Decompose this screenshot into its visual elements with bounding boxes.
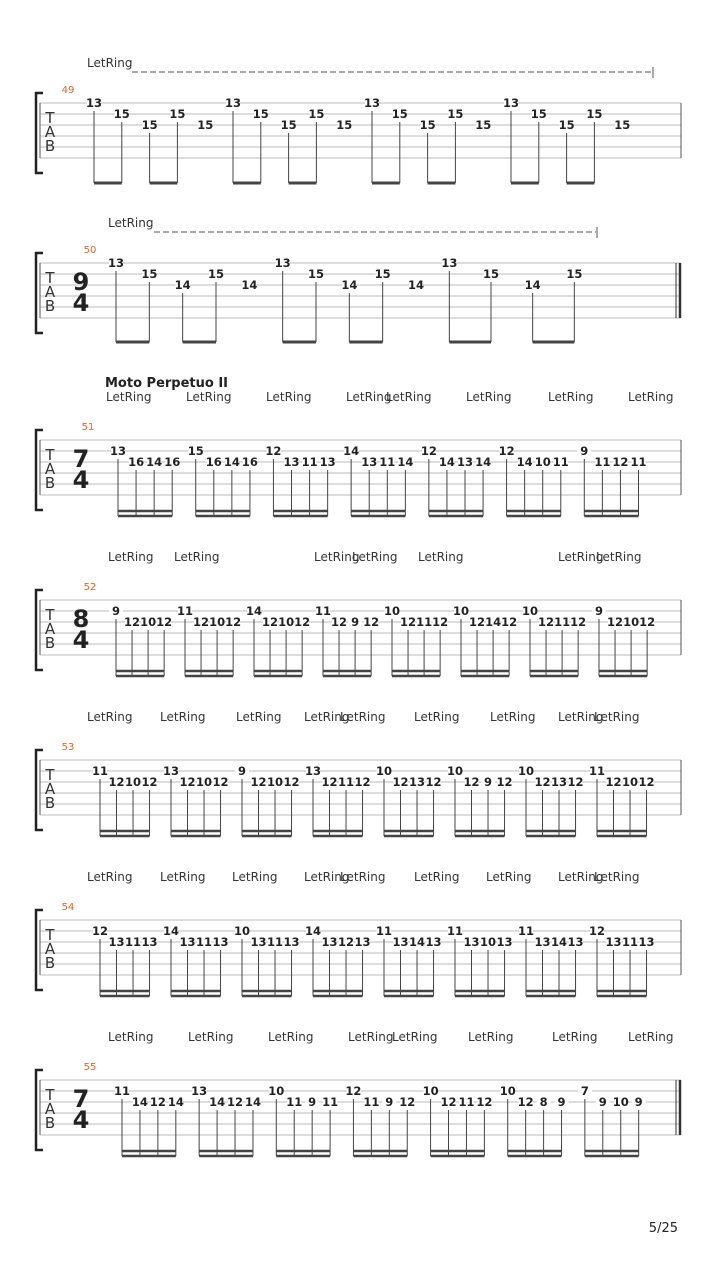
fret-number: 9 [484,775,493,789]
fret-number: 13 [354,935,371,949]
letring-label: LetRing [414,870,460,884]
letring-label: LetRing [468,1030,514,1044]
fret-number: 13 [162,764,180,778]
letring-label: LetRing [314,550,360,564]
tab-clef-letter: A [44,123,56,141]
fret-number: 10 [534,455,551,469]
fret-number: 13 [363,96,381,110]
fret-number: 11 [322,1095,339,1109]
fret-number: 12 [463,775,480,789]
fret-number: 8 [539,1095,548,1109]
fret-number: 12 [179,775,196,789]
fret-number: 13 [283,455,300,469]
tab-clef-letter: T [45,766,55,784]
fret-number: 13 [250,935,267,949]
fret-number: 14 [524,278,541,292]
tab-system [36,710,681,836]
fret-number: 11 [267,935,284,949]
tab-clef-letter: B [44,634,56,652]
letring-label: LetRing [188,1030,234,1044]
letring-label: LetRing [352,550,398,564]
fret-number: 12 [607,615,624,629]
fret-number: 14 [397,455,414,469]
fret-number: 14 [162,924,180,938]
fret-number: 12 [321,775,338,789]
fret-number: 12 [420,444,437,458]
fret-number: 12 [265,444,282,458]
fret-number: 15 [391,107,408,121]
fret-number: 10 [125,775,142,789]
letring-label: LetRing [106,390,152,404]
fret-number: 10 [268,1084,285,1098]
fret-number: 12 [605,775,622,789]
fret-number: 11 [363,1095,380,1109]
fret-number: 14 [174,278,191,292]
measure-number: 51 [81,422,95,433]
fret-number: 13 [107,256,125,270]
measure-number: 54 [61,902,75,913]
fret-number: 10 [267,775,284,789]
fret-number: 16 [164,455,181,469]
fret-number: 12 [432,615,449,629]
letring-label: LetRing [268,1030,314,1044]
tab-system [36,550,681,676]
fret-number: 10 [622,775,639,789]
fret-number: 13 [108,935,125,949]
fret-number: 12 [425,775,442,789]
tab-clef-letter: T [45,926,55,944]
letring-label: LetRing [87,56,133,70]
letring-label: LetRing [558,550,604,564]
fret-number: 9 [634,1095,643,1109]
tab-clef-letter: A [44,460,56,478]
fret-number: 14 [245,604,263,618]
fret-number: 12 [250,775,267,789]
fret-number: 14 [209,1095,226,1109]
fret-number: 11 [594,455,611,469]
fret-number: 14 [407,278,425,292]
fret-number: 12 [638,775,655,789]
letring-label: LetRing [174,550,220,564]
letring-label: LetRing [392,1030,438,1044]
fret-number: 10 [278,615,295,629]
fret-number: 9 [598,1095,607,1109]
fret-number: 10 [517,764,535,778]
fret-number: 12 [91,924,109,938]
tab-clef-letter: A [44,283,56,301]
letring-label: LetRing [340,870,386,884]
fret-number: 9 [351,615,360,629]
fret-number: 14 [516,455,533,469]
fret-number: 15 [141,118,158,132]
fret-number: 15 [307,267,325,281]
fret-number: 10 [446,764,464,778]
tab-system [36,390,681,516]
fret-number: 13 [274,256,291,270]
fret-number: 15 [374,267,391,281]
letring-label: LetRing [596,550,642,564]
letring-label: LetRing [594,710,640,724]
fret-number: 13 [534,935,551,949]
fret-number: 10 [375,764,393,778]
tab-system [36,1030,681,1156]
fret-number: 10 [480,935,497,949]
fret-number: 16 [241,455,258,469]
fret-number: 15 [447,107,464,121]
tab-clef-letter: B [44,474,56,492]
letring-label: LetRing [232,870,278,884]
fret-number: 16 [128,455,145,469]
time-signature-top: 8 [72,605,90,633]
letring-label: LetRing [160,710,206,724]
tab-clef-letter: A [44,620,56,638]
fret-number: 12 [124,615,141,629]
fret-number: 14 [244,1095,261,1109]
tab-system [36,56,681,183]
fret-number: 11 [554,615,571,629]
fret-number: 11 [517,924,535,938]
fret-number: 12 [496,775,513,789]
fret-number: 12 [538,615,555,629]
fret-number: 13 [85,96,103,110]
letring-label: LetRing [304,870,350,884]
fret-number: 9 [580,444,589,458]
fret-number: 13 [191,1084,208,1098]
fret-number: 15 [482,267,500,281]
fret-number: 12 [392,775,409,789]
fret-number: 15 [336,118,353,132]
fret-number: 12 [501,615,518,629]
fret-number: 11 [286,1095,303,1109]
time-signature-bottom: 4 [72,289,90,317]
fret-number: 12 [262,615,279,629]
fret-number: 15 [197,118,214,132]
fret-number: 15 [252,107,269,121]
fret-number: 12 [227,1095,244,1109]
letring-label: LetRing [186,390,232,404]
fret-number: 12 [534,775,551,789]
letring-label: LetRing [414,710,460,724]
fret-number: 12 [498,444,515,458]
fret-number: 14 [167,1095,184,1109]
time-signature-bottom: 4 [72,626,90,654]
fret-number: 13 [605,935,622,949]
letring-label: LetRing [348,1030,394,1044]
fret-number: 13 [496,935,513,949]
letring-label: LetRing [386,390,432,404]
fret-number: 11 [552,455,569,469]
letring-label: LetRing [108,216,154,230]
fret-number: 11 [458,1095,475,1109]
fret-number: 12 [141,775,158,789]
letring-label: LetRing [418,550,464,564]
fret-number: 13 [304,764,322,778]
fret-number: 13 [441,256,458,270]
fret-number: 13 [361,455,378,469]
fret-number: 13 [409,775,426,789]
fret-number: 14 [475,455,492,469]
fret-number: 14 [304,924,322,938]
fret-number: 15 [207,267,225,281]
fret-number: 15 [475,118,492,132]
measure-number: 49 [61,85,75,96]
fret-number: 9 [557,1095,566,1109]
tab-clef-letter: T [45,1086,55,1104]
fret-number: 12 [476,1095,493,1109]
fret-number: 12 [517,1095,534,1109]
letring-label: LetRing [87,710,133,724]
fret-number: 10 [209,615,226,629]
fret-number: 9 [237,764,247,778]
fret-number: 12 [193,615,210,629]
fret-number: 15 [308,107,325,121]
letring-label: LetRing [266,390,312,404]
letring-label: LetRing [628,1030,674,1044]
tab-clef-letter: B [44,297,56,315]
fret-number: 15 [530,107,547,121]
fret-number: 12 [149,1095,166,1109]
section-title: Moto Perpetuo II [105,376,229,391]
fret-number: 11 [91,764,109,778]
tab-clef-letter: A [44,940,56,958]
fret-number: 13 [551,775,568,789]
fret-number: 12 [400,615,417,629]
fret-number: 13 [179,935,196,949]
fret-number: 11 [446,924,464,938]
fret-number: 15 [586,107,603,121]
fret-number: 10 [383,604,401,618]
tab-clef-letter: A [44,780,56,798]
letring-label: LetRing [346,390,392,404]
measure-number: 55 [83,1062,97,1073]
fret-number: 14 [551,935,568,949]
fret-number: 15 [419,118,436,132]
fret-number: 14 [343,444,360,458]
fret-number: 12 [612,455,629,469]
fret-number: 10 [422,1084,439,1098]
fret-number: 9 [111,604,121,618]
fret-number: 12 [639,615,656,629]
fret-number: 15 [113,107,130,121]
tab-clef-letter: T [45,606,55,624]
letring-label: LetRing [548,390,594,404]
fret-number: 14 [146,455,163,469]
fret-number: 14 [409,935,426,949]
tab-clef-letter: T [45,446,55,464]
fret-number: 14 [131,1095,148,1109]
fret-number: 13 [224,96,242,110]
letring-label: LetRing [108,1030,154,1044]
fret-number: 13 [283,935,300,949]
fret-number: 12 [440,1095,457,1109]
fret-number: 13 [321,935,338,949]
fret-number: 12 [399,1095,416,1109]
tab-clef-letter: B [44,954,56,972]
fret-number: 16 [205,455,222,469]
fret-number: 12 [225,615,242,629]
fret-number: 11 [375,924,393,938]
fret-number: 12 [354,775,371,789]
letring-label: LetRing [594,870,640,884]
fret-number: 10 [196,775,213,789]
fret-number: 11 [588,764,606,778]
tab-system [36,870,681,996]
page-number: 5/25 [648,1221,678,1236]
fret-number: 11 [379,455,396,469]
fret-number: 13 [567,935,584,949]
fret-number: 12 [294,615,311,629]
fret-number: 13 [463,935,480,949]
fret-number: 11 [301,455,318,469]
letring-label: LetRing [304,710,350,724]
fret-number: 11 [314,604,332,618]
fret-number: 11 [338,775,355,789]
fret-number: 7 [580,1084,589,1098]
fret-number: 14 [223,455,240,469]
letring-label: LetRing [340,710,386,724]
fret-number: 10 [233,924,251,938]
letring-label: LetRing [87,870,133,884]
fret-number: 12 [570,615,587,629]
fret-number: 14 [241,278,258,292]
letring-label: LetRing [628,390,674,404]
fret-number: 13 [638,935,655,949]
time-signature-top: 9 [72,268,90,296]
tab-clef-letter: A [44,1100,56,1118]
fret-number: 10 [499,1084,516,1098]
fret-number: 12 [331,615,348,629]
fret-number: 12 [567,775,584,789]
fret-number: 13 [502,96,520,110]
tab-system [36,216,681,342]
fret-number: 12 [338,935,355,949]
time-signature-top: 7 [72,445,90,473]
fret-number: 14 [438,455,455,469]
tab-clef-letter: B [44,794,56,812]
letring-label: LetRing [558,870,604,884]
fret-number: 13 [141,935,158,949]
fret-number: 11 [176,604,194,618]
fret-number: 10 [612,1095,629,1109]
fret-number: 15 [558,118,575,132]
measure-number: 50 [83,245,97,256]
fret-number: 15 [566,267,583,281]
fret-number: 13 [109,444,127,458]
fret-number: 10 [623,615,640,629]
fret-number: 14 [485,615,502,629]
fret-number: 11 [622,935,639,949]
fret-number: 15 [280,118,297,132]
letring-label: LetRing [466,390,512,404]
tab-clef-letter: B [44,1114,56,1132]
tab-clef-letter: B [44,137,56,155]
fret-number: 12 [283,775,300,789]
time-signature-bottom: 4 [72,466,90,494]
fret-number: 9 [308,1095,317,1109]
letring-label: LetRing [108,550,154,564]
fret-number: 12 [363,615,380,629]
fret-number: 14 [341,278,358,292]
fret-number: 12 [156,615,173,629]
fret-number: 15 [169,107,186,121]
time-signature-bottom: 4 [72,1106,90,1134]
time-signature-top: 7 [72,1085,90,1113]
letring-label: LetRing [490,710,536,724]
fret-number: 11 [125,935,142,949]
fret-number: 11 [196,935,213,949]
letring-label: LetRing [486,870,532,884]
measure-number: 53 [61,742,75,753]
tab-clef-letter: T [45,109,55,127]
fret-number: 13 [392,935,409,949]
fret-number: 12 [469,615,486,629]
fret-number: 13 [212,935,229,949]
fret-number: 11 [416,615,433,629]
fret-number: 13 [456,455,474,469]
tab-clef-letter: T [45,269,55,287]
fret-number: 10 [452,604,470,618]
fret-number: 15 [614,118,631,132]
letring-label: LetRing [236,710,282,724]
fret-number: 11 [113,1084,131,1098]
fret-number: 12 [345,1084,362,1098]
fret-number: 9 [385,1095,394,1109]
letring-label: LetRing [160,870,206,884]
fret-number: 15 [187,444,204,458]
measure-number: 52 [83,582,97,593]
fret-number: 10 [140,615,157,629]
letring-label: LetRing [552,1030,598,1044]
fret-number: 13 [425,935,442,949]
fret-number: 10 [521,604,539,618]
fret-number: 13 [319,455,336,469]
fret-number: 15 [141,267,158,281]
fret-number: 9 [594,604,604,618]
fret-number: 12 [212,775,229,789]
letring-label: LetRing [558,710,604,724]
fret-number: 11 [630,455,647,469]
fret-number: 12 [108,775,125,789]
fret-number: 12 [588,924,606,938]
